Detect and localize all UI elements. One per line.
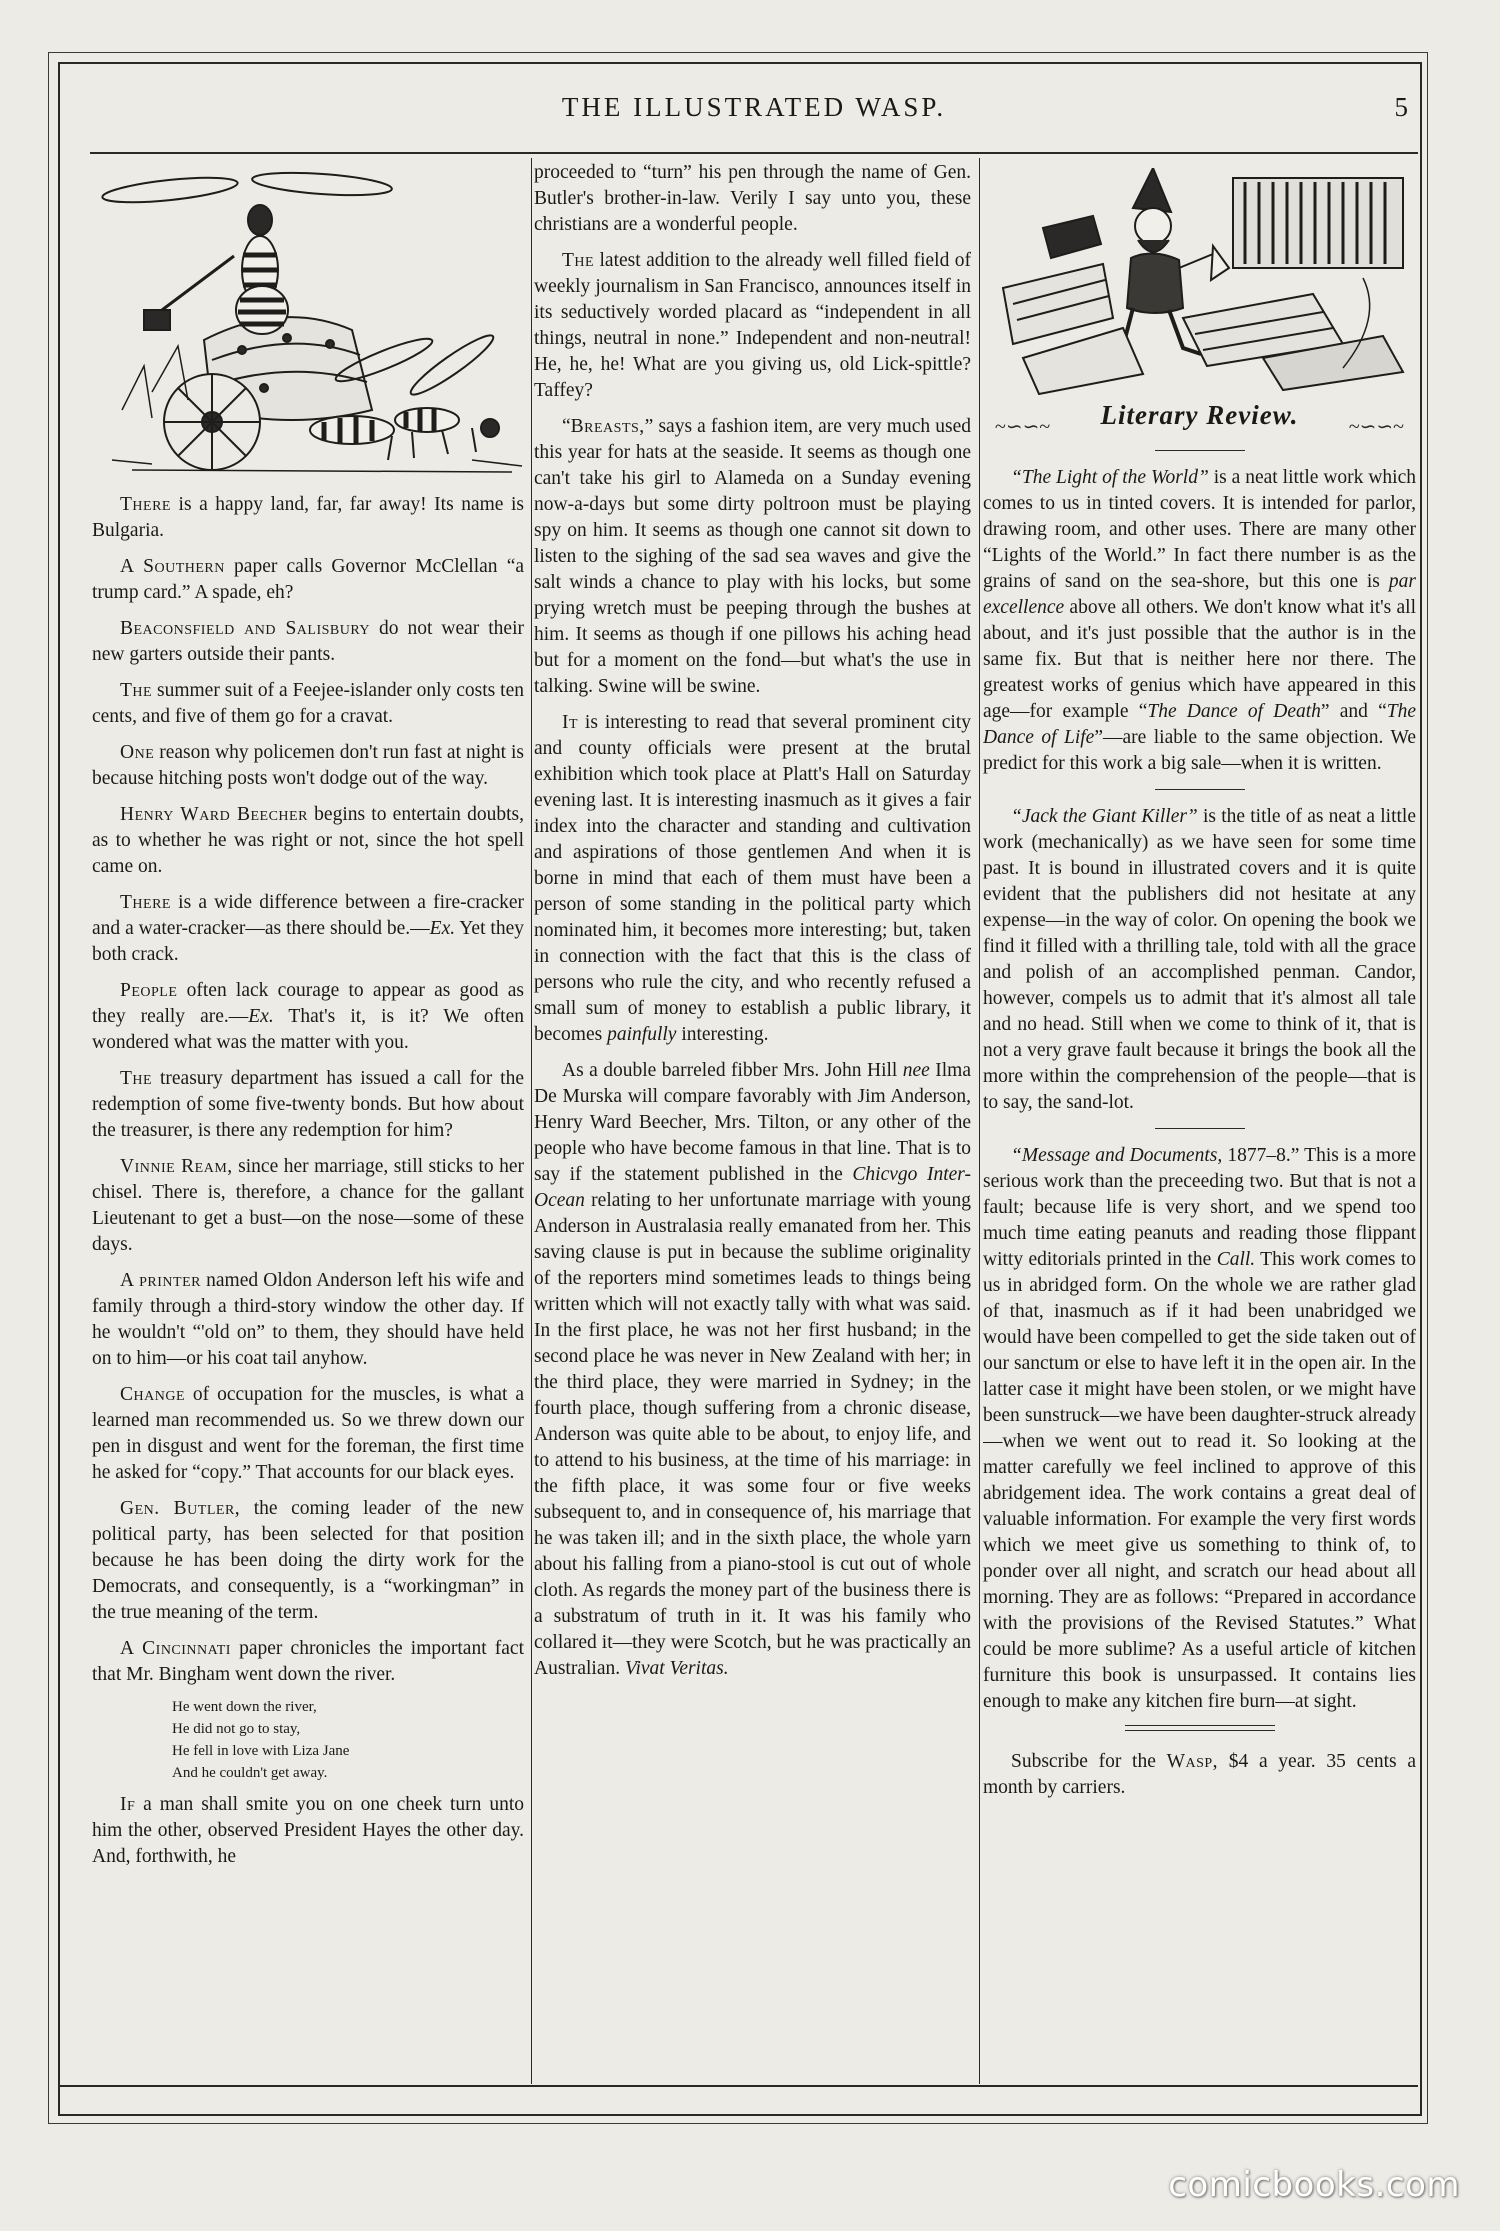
paragraph: A Cincinnati paper chronicles the important fact that Mr. Bingham went down the river. <box>92 1638 524 1685</box>
running-head <box>90 88 1418 130</box>
paragraph: The summer suit of a Feejee-islander only costs ten cents, and five of them go for a cravat. <box>92 680 524 727</box>
subscription-notice: Subscribe for the Wasp, $4 a year. 35 cents a month by carriers. <box>983 1751 1416 1798</box>
paragraph: If a man shall smite you on one cheek turn unto him the other, observed President Hayes the other day. And, forthwith, he <box>92 1794 524 1867</box>
paragraph: Henry Ward Beecher begins to entertain doubts, as to whether he was right or not, since the hot spell came on. <box>92 804 524 877</box>
page-title: THE ILLUSTRATED WASP. <box>561 92 947 122</box>
scroll-ornament-right: ~∽∽~ <box>1348 416 1404 438</box>
verse-line: He fell in love with Liza Jane <box>172 1743 350 1759</box>
verse <box>172 1696 524 1784</box>
verse-line: He did not go to stay, <box>172 1721 301 1737</box>
watermark: comicbooks.com <box>1168 2165 1460 2205</box>
paragraph: There is a happy land, far, far away! Its name is Bulgaria. <box>92 494 524 541</box>
paragraph: It is interesting to read that several prominent city and county officials were present at the brutal exhibition which took place at Platt's Hall on Saturday evening last. It is interesting inasmuch as it gives a fair index into the character and standing and cultivation and aspirations of those gentlemen And when it is borne in mind that each of them must have been a person of some standing in the political party which nominated him, it becomes more interesting; but, taken in connection with the fact that this is the class of persons who rule the city, and who recently refused a small sum of money to establish a public library, it becomes painfully interesting. <box>534 712 971 1045</box>
review-paragraph: “Message and Documents, 1877–8.” This is a more serious work than the preceeding two. But that is not a fault; because life is very short, and we spend too much time eating peanuts and reading those flippant witty editorials printed in the Call. This work comes to us in abridged form. On the whole we are rather glad of that, inasmuch as if it had been unabridged we would have been compelled to get the side taken out of our sanctum or else to have left it in the open air. In the latter case it might have been stolen, or we might have been sunstruck—we have been daughter-struck already—when we went out to read it. So looking at the matter carefully we feel inclined to approve of this abridgement idea. The work contains a great deal of valuable information. For example the very first words which we meet give us something to think of, to ponder over all night, and scratch our head about all morning. They are as follows: “Prepared in accordance with the provisions of the Revised Statutes.” What could be more sublime? As a useful article of kitchen furniture this book is unsurpassed. It contains lies enough to make any kitchen fire burn—at sight. <box>983 1145 1416 1712</box>
gnome-reading-books-engraving <box>983 168 1416 398</box>
section-title: ~∽∽~ Literary Review. ~∽∽~ <box>995 400 1404 438</box>
paragraph: Beaconsfield and Salisbury do not wear their new garters outside their pants. <box>92 618 524 665</box>
section-rule <box>1155 789 1245 790</box>
header-rule <box>90 152 1418 154</box>
paragraph: A Southern paper calls Governor McClellan “a trump card.” A spade, eh? <box>92 556 524 603</box>
footer-rule <box>58 2085 1418 2087</box>
column-1 <box>92 160 524 2080</box>
paragraph: One reason why policemen don't run fast at night is because hitching posts won't dodge out of the way. <box>92 742 524 789</box>
section-rule <box>1155 1128 1245 1129</box>
verse-line: He went down the river, <box>172 1699 317 1715</box>
paragraph: There is a wide difference between a fire-cracker and a water-cracker—as there should be.—Ex. Yet they both crack. <box>92 892 524 965</box>
page-number: 5 <box>1394 92 1408 122</box>
column-2 <box>534 160 971 2080</box>
column-divider-1 <box>531 158 532 2084</box>
paragraph: Gen. Butler, the coming leader of the new political party, has been selected for that position because he has been doing the dirty work for the Democrats, and consequently, is a “workingman” in the true meaning of the term. <box>92 1498 524 1623</box>
section-rule <box>1155 450 1245 451</box>
paragraph: The latest addition to the already well filled field of weekly journalism in San Francisco, announces itself in its seductively worded placard as “independent in all things, neutral in none.” Independent and non-neutral! He, he, he! What are you giving us, old Lick-spittle? Taffey? <box>534 250 971 401</box>
verse-line: And he couldn't get away. <box>172 1765 328 1781</box>
paragraph: Change of occupation for the muscles, is what a learned man recommended us. So we threw down our pen in disgust and went for the foreman, the first time he asked for “copy.” That accounts for our black eyes. <box>92 1384 524 1483</box>
review-paragraph: “Jack the Giant Killer” is the title of as neat a little work (mechanically) as we have seen for some time past. It is bound in illustrated covers and it is quite evident that the publishers did not hesitate at any expense—in the way of color. On opening the book we find it filled with a thrilling tale, told with all the grace and polish of an accomplished penman. Candor, however, compels us to admit that it's almost all tale and no head. Still when we come to think of it, that is not a very grave fault because it brings the book all the more within the comprehension of the people—that is to say, the sand-lot. <box>983 806 1416 1113</box>
column-3 <box>983 160 1416 2080</box>
paragraph: Vinnie Ream, since her marriage, still sticks to her chisel. There is, therefore, a chance for the gallant Lieutenant to get a bust—on the nose—some of these days. <box>92 1156 524 1255</box>
paragraph: The treasury department has issued a call for the redemption of some five-twenty bonds. But how about the treasurer, is there any redemption for him? <box>92 1068 524 1141</box>
wasps-chariot-engraving <box>92 160 524 478</box>
paragraph: As a double barreled fibber Mrs. John Hill nee Ilma De Murska will compare favorably with Jim Anderson, Henry Ward Beecher, Mrs. Tilton, or any other of the people who have become famous in that line. That is to say if the statement published in the Chicvgo Inter-Ocean relating to her unfortunate marriage with young Anderson in Australasia really emanated from her. This saving clause is put in because the sublime originality of the reporters mind sometimes leads to things being written which will not exactly tally with what was said. In the first place, he was not her first husband; in the second place he was never in New Zealand with her; in the third place, they were married in Sydney; in the fourth place, though suffering from a chronic disease, Anderson was quite able to be about, to enjoy life, and to attend to his business, at the time of his marriage: in the fifth place, it was some four or five weeks subsequent to, and in consequence of, his marriage that he was taken ill; and in the sixth place, the whole yarn about his falling from a piano-stool is cut out of whole cloth. As regards the money part of the business there is a substratum of truth in it. It was his family who collared it—they were Scotch, but he was practically an Australian. Vivat Veritas. <box>534 1060 971 1679</box>
paragraph: People often lack courage to appear as good as they really are.—Ex. That's it, is it? We often wondered what was the matter with you. <box>92 980 524 1053</box>
paragraph: “Breasts,” says a fashion item, are very much used this year for hats at the seaside. It seems as though one can't take his girl to Alameda on a Sunday evening now-a-days but some dirty poltroon must be playing spy on him. It seems as though one cannot sit down to listen to the sighing of the sad sea waves and give the salt winds a chance to play with his locks, but some prying wretch must be peeping through the bushes at him. It seems as though if one pillows his aching head but for a moment on the fond—but what's the use in talking. Swine will be swine. <box>534 416 971 697</box>
column-divider-2 <box>979 158 980 2084</box>
double-rule <box>1125 1725 1275 1731</box>
paragraph: A printer named Oldon Anderson left his wife and family through a third-story window the other day. If he wouldn't “'old on” to them, they should have held on to him—or his coat tail anyhow. <box>92 1270 524 1369</box>
review-paragraph: “The Light of the World” is a neat little work which comes to us in tinted covers. It is intended for parlor, drawing room, and other uses. There are many other “Lights of the World.” In fact there number is as the grains of sand on the sea-shore, but this one is par excellence above all others. We don't know what it's all about, and it's just possible that the author is in the same fix. But that is neither here nor there. The greatest works of genius which have appeared in this age—for example “The Dance of Death” and “The Dance of Life”—are liable to the same objection. We predict for this work a big sale—when it is written. <box>983 467 1416 774</box>
scroll-ornament-left: ~∽∽~ <box>995 416 1051 438</box>
paragraph: proceeded to “turn” his pen through the name of Gen. Butler's brother-in-law. Verily I say unto you, these christians are a wonderful people. <box>534 162 971 235</box>
